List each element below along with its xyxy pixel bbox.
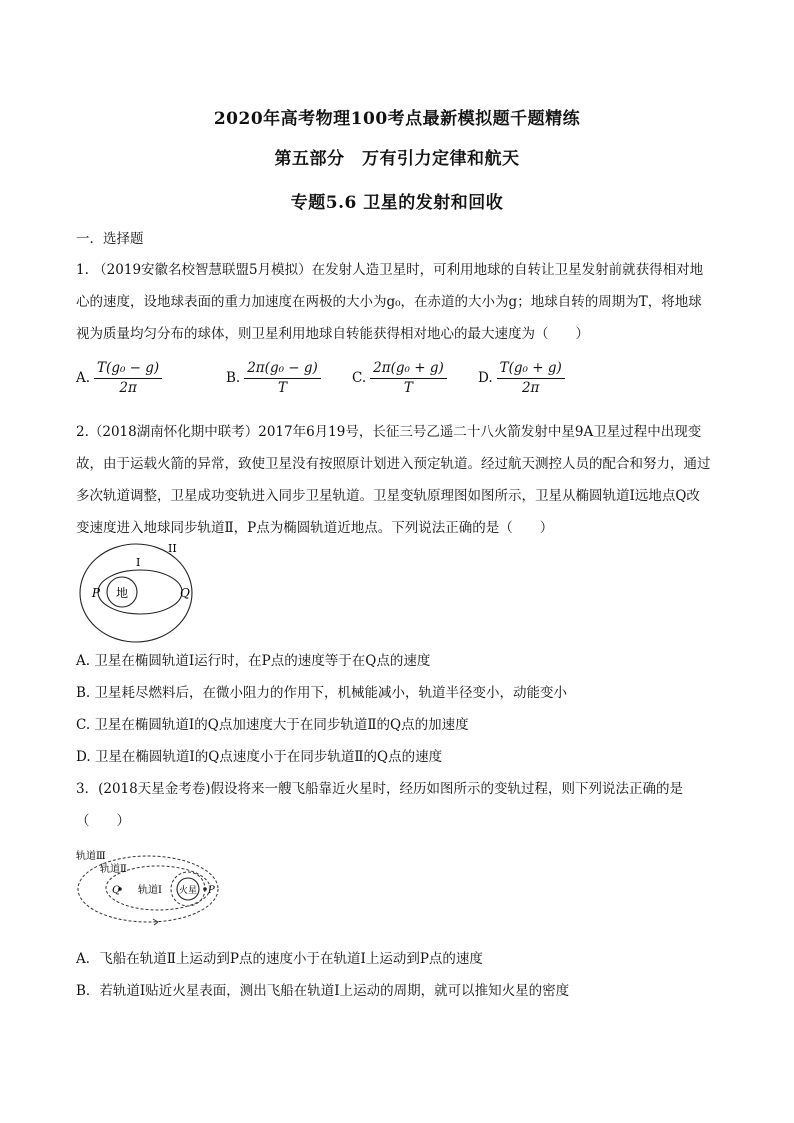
question-2-option-b: B. 卫星耗尽燃料后，在微小阻力的作用下，机械能减小，轨道半径变小，动能变小 [76,685,568,701]
question-1-option-c [352,358,447,398]
orbit-iii-label: 轨道Ⅲ [76,851,106,862]
fraction-denominator: 2π [521,379,540,396]
option-label: A. [76,370,91,386]
orbit-transfer-diagram [76,542,226,648]
fraction-denominator: 2π [119,379,137,396]
question-3-text: 3．(2018天星金考卷)假设将来一艘飞船靠近火星时，经历如图所示的变轨过程，则下列说法正确的是（ ） [76,781,683,829]
fraction-numerator: 2π(g₀ + g) [370,360,447,379]
question-3-option-b: B．若轨道Ⅰ贴近火星表面，测出飞船在轨道Ⅰ上运动的周期，就可以推知火星的密度 [76,983,570,999]
fraction-numerator: 2π(g₀ − g) [244,360,321,379]
mars-label: 火星 [178,886,198,896]
part-title: 第五部分 万有引力定律和航天 [274,149,520,169]
topic-title: 专题5.6 卫星的发射和回收 [290,193,504,213]
point-q-label: Q [112,885,121,896]
earth-label: 地 [115,586,129,600]
question-1-option-a [76,358,162,398]
question-3-option-a: A．飞船在轨道Ⅱ上运动到P点的速度小于在轨道Ⅰ上运动到P点的速度 [76,951,483,967]
question-2-text: 2.（2018湖南怀化期中联考）2017年6月19号，长征三号乙遥二十八火箭发射中星9A卫星过程中出现变故，由于运载火箭的异常，致使卫星没有按照原计划进入预定轨道。经过航天测控人员的配合和努力，通过多次轨道调整，卫星成功变轨进入同步卫星轨道。卫星变轨原理图如图所示，卫星从椭圆轨道Ⅰ远地点Q改变速度进入地球同步轨道Ⅱ，P点为椭圆轨道近地点。下列说法正确的是（ ） [76,424,711,536]
question-1-text: 1. （2019安徽名校智慧联盟5月模拟）在发射人造卫星时，可利用地球的自转让卫星发射前就获得相对地心的速度，设地球表面的重力加速度在两极的大小为g₀，在赤道的大小为g；地球自转的周期为T，将地球视为质量均匀分布的球体，则卫星利用地球自转能获得相对地心的最大速度为（ ） [76,262,704,342]
orbit-i-label: I [136,556,141,569]
question-2-option-c: C. 卫星在椭圆轨道Ⅰ的Q点加速度大于在同步轨道Ⅱ的Q点的加速度 [76,717,469,733]
fraction-denominator: T [278,379,288,396]
question-2-option-a: A. 卫星在椭圆轨道Ⅰ运行时，在P点的速度等于在Q点的速度 [76,653,431,669]
section-label: 一．选择题 [76,231,144,247]
fraction [244,360,321,397]
question-1-option-d [478,358,565,398]
fraction [497,360,565,397]
point-p-label: P [91,586,100,600]
option-label: B. [226,370,241,386]
mars-orbit-diagram [74,846,244,930]
point-q-label: Q [180,586,190,600]
point-p-label: P [208,885,215,896]
document-title: 2020年高考物理100考点最新模拟题千题精练 [213,109,581,129]
point-p-dot [203,887,207,891]
elliptical-orbit [98,570,182,614]
fraction [94,360,162,397]
fraction-numerator: T(g₀ + g) [497,360,565,379]
fraction [370,360,447,397]
question-2-option-d: D. 卫星在椭圆轨道Ⅰ的Q点速度小于在同步轨道Ⅱ的Q点的速度 [76,749,443,765]
fraction-denominator: T [403,379,413,396]
fraction-numerator: T(g₀ − g) [94,360,162,379]
question-1-option-b [226,358,321,398]
orbit-ii-label: II [168,542,177,555]
orbit-ii-label: 轨道Ⅱ [100,864,127,875]
orbit-i-label: 轨道Ⅰ [138,885,162,896]
option-label: C. [352,370,367,386]
question-1-options [76,358,716,398]
option-label: D. [478,370,493,386]
